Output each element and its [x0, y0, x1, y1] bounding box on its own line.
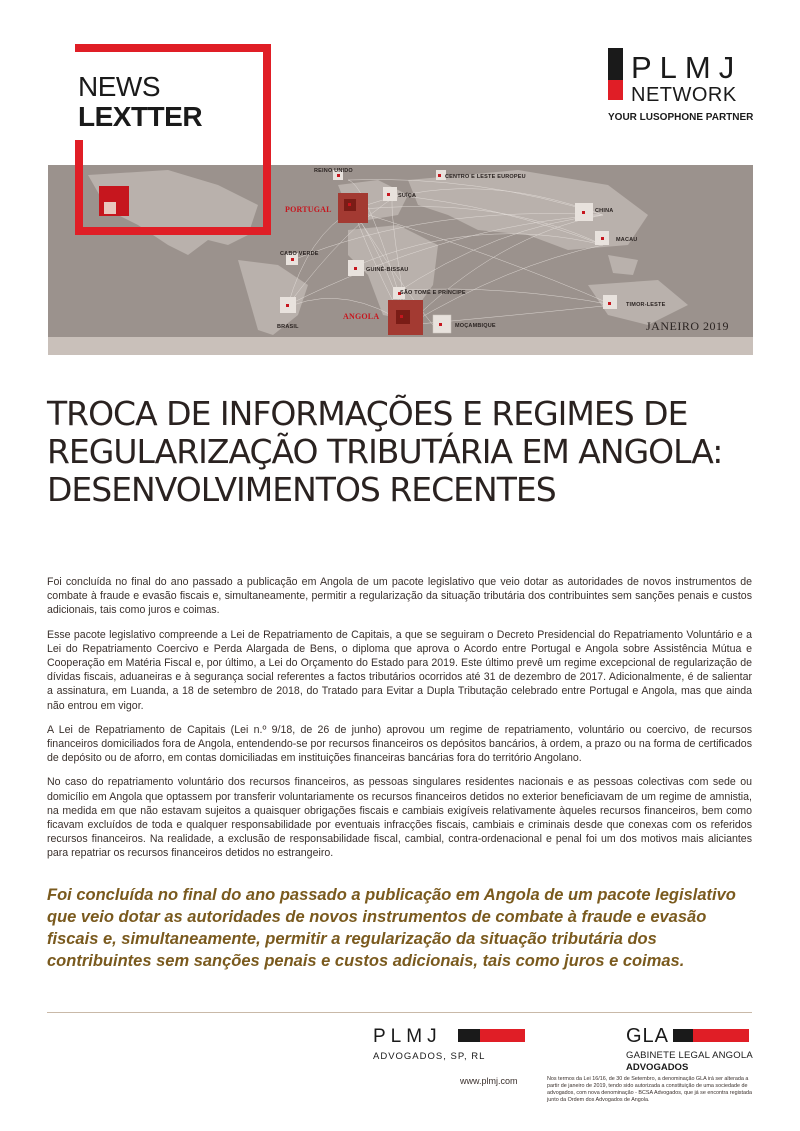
map-label-guine-bissau: GUINÉ-BISSAU — [366, 267, 409, 273]
newsletter-logo — [78, 72, 202, 132]
footer-gla-subtitle: GABINETE LEGAL ANGOLA — [626, 1050, 753, 1061]
map-label-timor-leste: TIMOR-LESTE — [626, 302, 666, 308]
article-paragraph: A Lei de Repatriamento de Capitais (Lei n.º 9/18, de 26 de junho) aprovou um regime de repatriamento, voluntário ou coercivo, de recursos financeiros domiciliados fora de Angola, entendendo-se por recursos financeiros os depósitos bancários, à ordem, a prazo ou na forma de certificados de depósito ou de aforro, em contas domiciliadas em instituições financeiras bancárias fora do território Angolano. — [47, 723, 752, 765]
article-body — [47, 575, 752, 871]
map-label-macau: MACAU — [616, 237, 638, 243]
footer-plmj-subtitle: ADVOGADOS, SP, RL — [373, 1051, 486, 1062]
footer-gla-logo: GLA — [626, 1025, 670, 1047]
newsletter-square-inner — [104, 202, 116, 214]
footer-legal-note: Nos termos da Lei 16/16, de 30 de Setembro, a denominação GLA irá ser alterada a partir de janeiro de 2019, tendo sido autorizada a constituição de uma sociedade de advogados, com nova denominação - BCSA Advogados, que já se encontra registada junto da Ordem dos Advogados de Angola. — [547, 1076, 752, 1103]
newsletter-logo-line1: NEWS — [78, 71, 160, 102]
footer-gla-bar-red — [693, 1029, 749, 1042]
footer-plmj-bar-red — [480, 1029, 525, 1042]
pull-quote: Foi concluída no final do ano passado a publicação em Angola de um pacote legislativo que veio dotar as autoridades de novos instrumentos de combate à fraude e evasão fiscais e, simultaneamente, permitir a regularização da situação tributária dos contribuintes sem sanções penais e custos adicionais, tais como juros e coimas. — [47, 886, 736, 970]
map-label-portugal: PORTUGAL — [285, 205, 332, 214]
plmj-tagline: YOUR LUSOPHONE PARTNER — [608, 112, 754, 123]
map-label-china: CHINA — [595, 208, 614, 214]
map-label-reino-unido: REINO UNIDO — [314, 168, 353, 174]
article-title-line2: REGULARIZAÇÃO TRIBUTÁRIA EM ANGOLA: — [47, 432, 723, 471]
map-label-mocambique: MOÇAMBIQUE — [455, 323, 496, 329]
article-title-line3: DESENVOLVIMENTOS RECENTES — [47, 470, 556, 509]
footer-gla-advogados: ADVOGADOS — [626, 1062, 689, 1073]
plmj-logo-bar-red — [608, 80, 623, 100]
map-label-brasil: BRASIL — [277, 324, 299, 330]
map-label-centro-leste: CENTRO E LESTE EUROPEU — [445, 174, 526, 180]
plmj-network-logo-word: PLMJ — [631, 50, 743, 85]
footer-website-link[interactable]: www.plmj.com — [460, 1076, 518, 1086]
map-label-suica: SUÍÇA — [398, 193, 417, 199]
article-paragraph: No caso do repatriamento voluntário dos recursos financeiros, as pessoas singulares residentes nacionais e as pessoas colectivas com sede ou domicílio em Angola que optassem por transferir voluntariamente os recursos financeiros detidos no exterior beneficiavam de um regime de amnistia, na medida em que não estavam sujeitos a quaisquer obrigações fiscais e cambiais exigíveis relativamente àqueles recursos financeiros, bem como ficavam excluídos de toda e qualquer responsabilidade por eventuais infracções fiscais, cambiais e criminais desde que conexas com os referidos recursos financeiros. Na realidade, a exclusão de responsabilidade fiscal, cambial, contra-ordenacional e penal foi um dos motivos mais aliciantes para repatriar os recursos financeiros detidos no estrangeiro. — [47, 776, 752, 860]
footer-divider — [47, 1012, 752, 1013]
article-paragraph: Esse pacote legislativo compreende a Lei de Repatriamento de Capitais, a que se seguiram o Decreto Presidencial do Repatriamento Voluntário e a Lei do Repatriamento Coercivo e Perda Alargada de Bens, o diploma que aprova o Acordo entre Portugal e Angola sobre Assistência Mútua e Cooperação em Matéria Fiscal e, por último, a Lei do Orçamento do Estado para 2019. Este último prevê um regime excepcional de regularização de dívidas fiscais, aduaneiras e à segurança social referentes a factos tributários ocorridos até 31 de dezembro de 2017. Adicionalmente, é de salientar a assinatura, em Luanda, a 18 de setembro de 2018, do Tratado para Evitar a Dupla Tributação celebrado entre Portugal e Angola, mas que ainda não entrou em vigor. — [47, 628, 752, 712]
newsletter-frame-bottom — [75, 227, 271, 235]
article-title — [47, 395, 767, 509]
newsletter-frame-left — [75, 140, 83, 235]
footer-plmj-logo: PLMJ — [373, 1026, 442, 1047]
newsletter-logo-line2: LEXTTER — [78, 101, 203, 132]
footer-gla-bar-black — [673, 1029, 693, 1042]
map-label-angola: ANGOLA — [343, 312, 380, 321]
map-label-sao-tome: SÃO TOMÉ E PRÍNCIPE — [400, 290, 466, 296]
article-title-line1: TROCA DE INFORMAÇÕES E REGIMES DE — [47, 394, 688, 433]
footer-plmj-bar-black — [458, 1029, 480, 1042]
article-paragraph: Foi concluída no final do ano passado a publicação em Angola de um pacote legislativo que veio dotar as autoridades de novos instrumentos de combate à fraude e evasão fiscais e, simultaneamente, permitir a regularização da situação tributária dos contribuintes sem sanções penais e custos adicionais, tais como juros e coimas. — [47, 576, 752, 617]
issue-date: JANEIRO 2019 — [646, 319, 729, 333]
map-label-cabo-verde: CABO VERDE — [280, 251, 319, 257]
plmj-network-logo-network: NETWORK — [631, 84, 737, 106]
